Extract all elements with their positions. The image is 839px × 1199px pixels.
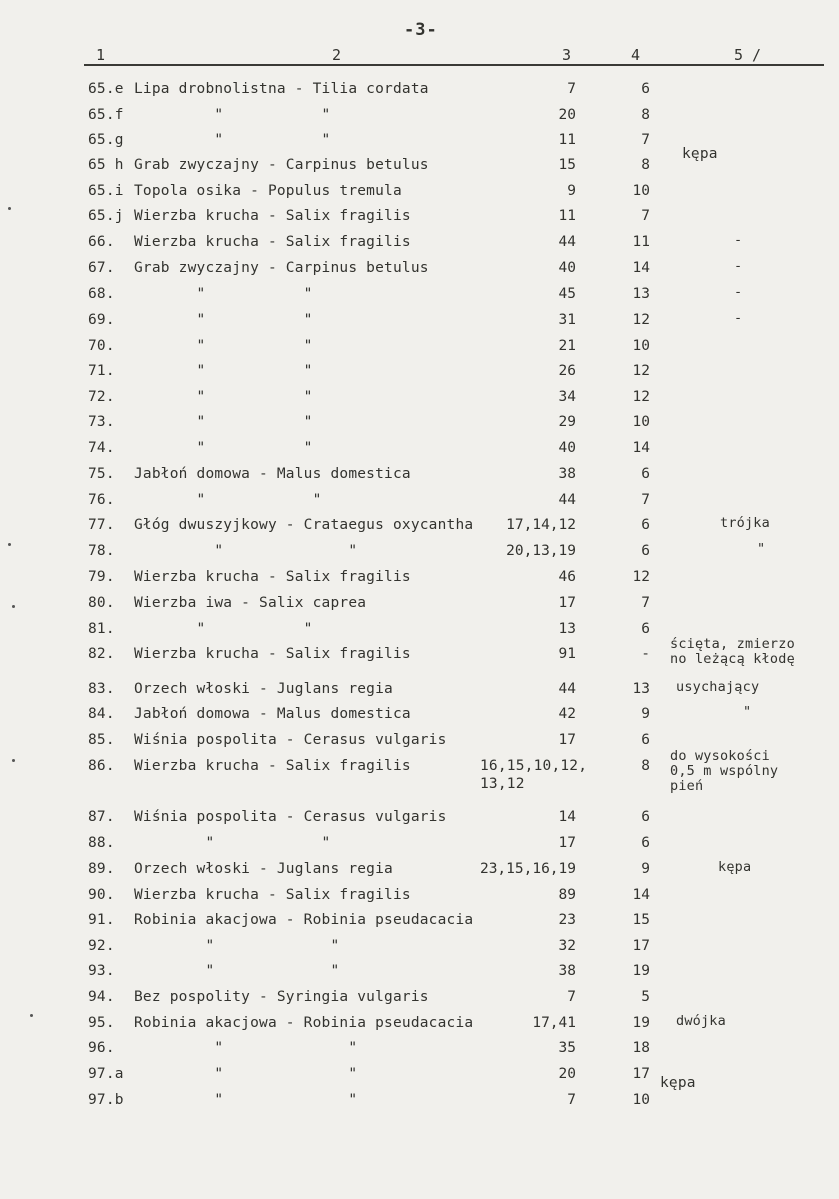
diameter-values: 40 bbox=[558, 260, 576, 276]
height-value: 8 bbox=[641, 107, 650, 123]
row-number: 65 h bbox=[88, 157, 124, 173]
species-name: Wiśnia pospolita - Cerasus vulgaris bbox=[134, 732, 447, 748]
diameter-values: 7 bbox=[567, 1092, 576, 1108]
species-name: Jabłoń domowa - Malus domestica bbox=[134, 466, 411, 482]
height-value: 9 bbox=[641, 861, 650, 877]
row-number: 65.g bbox=[88, 132, 124, 148]
row-number: 84. bbox=[88, 706, 115, 722]
diameter-values: 17 bbox=[558, 595, 576, 611]
row-number: 91. bbox=[88, 912, 115, 928]
diameter-values: 32 bbox=[558, 938, 576, 954]
group-note: kępa bbox=[682, 146, 718, 162]
remark: do wysokości 0,5 m wspólny pień bbox=[670, 748, 779, 794]
diameter-values: 20 bbox=[558, 1066, 576, 1082]
diameter-values: 38 bbox=[558, 466, 576, 482]
species-name: " " bbox=[134, 414, 313, 430]
row-number: 69. bbox=[88, 312, 115, 328]
column-header-2: 2 bbox=[332, 46, 342, 64]
species-name: Wiśnia pospolita - Cerasus vulgaris bbox=[134, 809, 447, 825]
species-name: " " bbox=[134, 835, 331, 851]
height-value: 11 bbox=[632, 234, 650, 250]
height-value: 9 bbox=[641, 706, 650, 722]
diameter-values: 89 bbox=[558, 887, 576, 903]
row-number: 70. bbox=[88, 338, 115, 354]
height-value: 7 bbox=[641, 208, 650, 224]
height-value: 10 bbox=[632, 183, 650, 199]
height-value: 6 bbox=[641, 732, 650, 748]
diameter-values: 35 bbox=[558, 1040, 576, 1056]
height-value: 10 bbox=[632, 1092, 650, 1108]
row-number: 97.a bbox=[88, 1066, 124, 1082]
row-number: 90. bbox=[88, 887, 115, 903]
row-number: 78. bbox=[88, 543, 115, 559]
species-name: Wierzba krucha - Salix fragilis bbox=[134, 569, 411, 585]
row-number: 72. bbox=[88, 389, 115, 405]
row-number: 73. bbox=[88, 414, 115, 430]
diameter-values: 44 bbox=[558, 492, 576, 508]
row-number: 97.b bbox=[88, 1092, 124, 1108]
column-header-4: 4 bbox=[631, 46, 641, 64]
height-value: 6 bbox=[641, 466, 650, 482]
diameter-values: 17,14,12 bbox=[506, 517, 576, 533]
height-value: 13 bbox=[632, 286, 650, 302]
diameter-values: 13 bbox=[558, 621, 576, 637]
height-value: 12 bbox=[632, 363, 650, 379]
remark: - bbox=[734, 284, 743, 300]
height-value: 7 bbox=[641, 595, 650, 611]
remark: ścięta, zmierzo no leżącą kłodę bbox=[670, 636, 795, 667]
height-value: 19 bbox=[632, 963, 650, 979]
species-name: Głóg dwuszyjkowy - Crataegus oxycantha bbox=[134, 517, 474, 533]
species-name: " " bbox=[134, 338, 313, 354]
column-header-5: 5 / bbox=[734, 46, 762, 64]
species-name: " " bbox=[134, 543, 358, 559]
diameter-values: 11 bbox=[558, 132, 576, 148]
diameter-values: 31 bbox=[558, 312, 576, 328]
row-number: 89. bbox=[88, 861, 115, 877]
species-name: Wierzba krucha - Salix fragilis bbox=[134, 208, 411, 224]
height-value: 14 bbox=[632, 260, 650, 276]
diameter-values: 44 bbox=[558, 234, 576, 250]
diameter-values: 26 bbox=[558, 363, 576, 379]
height-value: 18 bbox=[632, 1040, 650, 1056]
height-value: 6 bbox=[641, 81, 650, 97]
species-name: Wierzba krucha - Salix fragilis bbox=[134, 887, 411, 903]
row-number: 74. bbox=[88, 440, 115, 456]
row-number: 66. bbox=[88, 234, 115, 250]
species-name: " " bbox=[134, 492, 322, 508]
height-value: 15 bbox=[632, 912, 650, 928]
diameter-values: 20 bbox=[558, 107, 576, 123]
height-value: - bbox=[641, 646, 650, 662]
species-name: " " bbox=[134, 363, 313, 379]
diameter-values: 21 bbox=[558, 338, 576, 354]
row-number: 80. bbox=[88, 595, 115, 611]
page-number: -3- bbox=[404, 20, 438, 40]
row-number: 92. bbox=[88, 938, 115, 954]
remark: - bbox=[734, 310, 743, 326]
remark: " bbox=[743, 704, 752, 720]
species-name: " " bbox=[134, 389, 313, 405]
header-rule bbox=[84, 64, 824, 66]
column-header-3: 3 bbox=[562, 46, 572, 64]
diameter-values: 40 bbox=[558, 440, 576, 456]
species-name: Wierzba iwa - Salix caprea bbox=[134, 595, 367, 611]
species-name: " " bbox=[134, 286, 313, 302]
diameter-values: 20,13,19 bbox=[506, 543, 576, 559]
species-name: " " bbox=[134, 132, 331, 148]
row-number: 87. bbox=[88, 809, 115, 825]
row-number: 88. bbox=[88, 835, 115, 851]
column-header-1: 1 bbox=[96, 46, 106, 64]
species-name: Grab zwyczajny - Carpinus betulus bbox=[134, 260, 429, 276]
height-value: 7 bbox=[641, 132, 650, 148]
species-name: Robinia akacjowa - Robinia pseudacacia bbox=[134, 1015, 474, 1031]
diameter-values: 91 bbox=[558, 646, 576, 662]
diameter-values: 7 bbox=[567, 81, 576, 97]
row-number: 96. bbox=[88, 1040, 115, 1056]
diameter-values: 9 bbox=[567, 183, 576, 199]
row-number: 95. bbox=[88, 1015, 115, 1031]
height-value: 10 bbox=[632, 414, 650, 430]
row-number: 79. bbox=[88, 569, 115, 585]
species-name: " " bbox=[134, 1092, 358, 1108]
diameter-values: 23,15,16,19 bbox=[479, 861, 576, 877]
species-name: Lipa drobnolistna - Tilia cordata bbox=[134, 81, 429, 97]
height-value: 6 bbox=[641, 809, 650, 825]
diameter-values: 45 bbox=[558, 286, 576, 302]
height-value: 12 bbox=[632, 569, 650, 585]
height-value: 6 bbox=[641, 835, 650, 851]
species-name: Robinia akacjowa - Robinia pseudacacia bbox=[134, 912, 474, 928]
height-value: 17 bbox=[632, 1066, 650, 1082]
margin-mark bbox=[8, 543, 11, 546]
species-name: " " bbox=[134, 621, 313, 637]
remark: - bbox=[734, 258, 743, 274]
diameter-values: 23 bbox=[558, 912, 576, 928]
diameter-values: 46 bbox=[558, 569, 576, 585]
diameter-values: 16,15,10,12, 13,12 bbox=[480, 758, 588, 792]
species-name: Topola osika - Populus tremula bbox=[134, 183, 402, 199]
remark: trójka bbox=[720, 515, 770, 531]
remark: kępa bbox=[718, 859, 752, 875]
row-number: 67. bbox=[88, 260, 115, 276]
species-name: Wierzba krucha - Salix fragilis bbox=[134, 234, 411, 250]
diameter-values: 11 bbox=[558, 208, 576, 224]
diameter-values: 44 bbox=[558, 681, 576, 697]
height-value: 13 bbox=[632, 681, 650, 697]
species-name: Jabłoń domowa - Malus domestica bbox=[134, 706, 411, 722]
species-name: Wierzba krucha - Salix fragilis bbox=[134, 646, 411, 662]
diameter-values: 17,41 bbox=[532, 1015, 576, 1031]
diameter-values: 15 bbox=[558, 157, 576, 173]
remark: " bbox=[757, 541, 766, 557]
height-value: 8 bbox=[641, 157, 650, 173]
remark: dwójka bbox=[676, 1013, 726, 1029]
height-value: 10 bbox=[632, 338, 650, 354]
height-value: 6 bbox=[641, 621, 650, 637]
row-number: 83. bbox=[88, 681, 115, 697]
species-name: Orzech włoski - Juglans regia bbox=[134, 861, 393, 877]
row-number: 85. bbox=[88, 732, 115, 748]
species-name: " " bbox=[134, 938, 340, 954]
height-value: 19 bbox=[632, 1015, 650, 1031]
species-name: " " bbox=[134, 312, 313, 328]
group-note: kępa bbox=[660, 1075, 696, 1091]
height-value: 8 bbox=[641, 758, 650, 774]
species-name: " " bbox=[134, 107, 331, 123]
row-number: 65.e bbox=[88, 81, 124, 97]
row-number: 65.i bbox=[88, 183, 124, 199]
row-number: 77. bbox=[88, 517, 115, 533]
diameter-values: 29 bbox=[558, 414, 576, 430]
height-value: 14 bbox=[632, 440, 650, 456]
row-number: 94. bbox=[88, 989, 115, 1005]
species-name: Grab zwyczajny - Carpinus betulus bbox=[134, 157, 429, 173]
height-value: 5 bbox=[641, 989, 650, 1005]
species-name: Wierzba krucha - Salix fragilis bbox=[134, 758, 411, 774]
row-number: 81. bbox=[88, 621, 115, 637]
diameter-values: 34 bbox=[558, 389, 576, 405]
diameter-values: 17 bbox=[558, 732, 576, 748]
row-number: 75. bbox=[88, 466, 115, 482]
row-number: 65.j bbox=[88, 208, 124, 224]
species-name: " " bbox=[134, 1066, 358, 1082]
row-number: 76. bbox=[88, 492, 115, 508]
height-value: 7 bbox=[641, 492, 650, 508]
margin-mark bbox=[12, 759, 15, 762]
row-number: 71. bbox=[88, 363, 115, 379]
row-number: 82. bbox=[88, 646, 115, 662]
diameter-values: 14 bbox=[558, 809, 576, 825]
height-value: 17 bbox=[632, 938, 650, 954]
diameter-values: 42 bbox=[558, 706, 576, 722]
species-name: " " bbox=[134, 440, 313, 456]
species-name: " " bbox=[134, 963, 340, 979]
diameter-values: 7 bbox=[567, 989, 576, 1005]
margin-mark bbox=[12, 605, 15, 608]
species-name: " " bbox=[134, 1040, 358, 1056]
row-number: 93. bbox=[88, 963, 115, 979]
row-number: 86. bbox=[88, 758, 115, 774]
species-name: Bez pospolity - Syringia vulgaris bbox=[134, 989, 429, 1005]
species-name: Orzech włoski - Juglans regia bbox=[134, 681, 393, 697]
diameter-values: 38 bbox=[558, 963, 576, 979]
margin-mark bbox=[8, 207, 11, 210]
height-value: 12 bbox=[632, 389, 650, 405]
height-value: 12 bbox=[632, 312, 650, 328]
remark: usychający bbox=[676, 679, 760, 695]
row-number: 65.f bbox=[88, 107, 124, 123]
height-value: 6 bbox=[641, 517, 650, 533]
diameter-values: 17 bbox=[558, 835, 576, 851]
margin-mark bbox=[30, 1014, 33, 1017]
row-number: 68. bbox=[88, 286, 115, 302]
height-value: 6 bbox=[641, 543, 650, 559]
height-value: 14 bbox=[632, 887, 650, 903]
remark: - bbox=[734, 232, 743, 248]
